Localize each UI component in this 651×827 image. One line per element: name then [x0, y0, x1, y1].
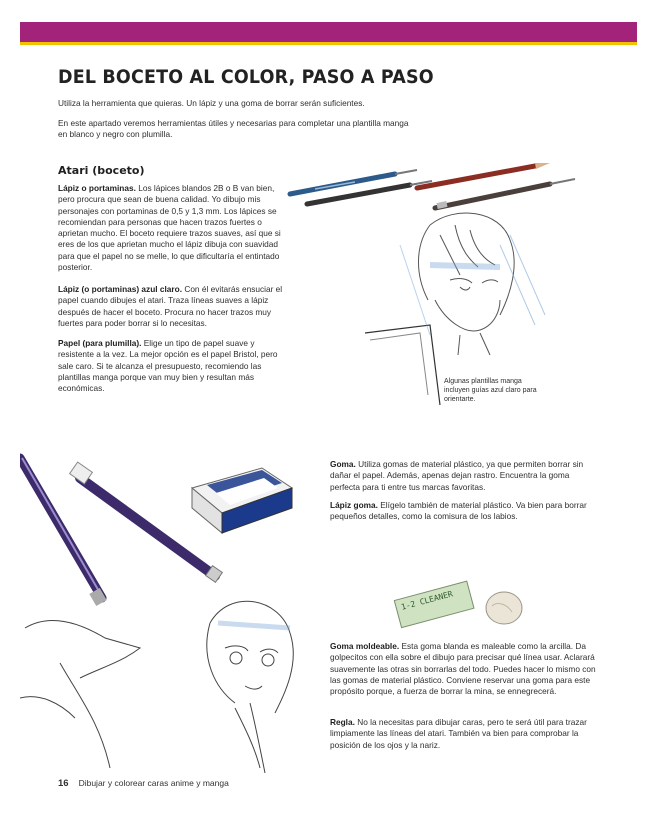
- text-goma-moldeable: Esta goma blanda es maleable como la arcilla. Da golpecitos con ella sobre el dibujo para precisar qué línea usar. Aclarará suavemente las otras sin borrarlas del todo. Puedes hacer lo mismo con las gomas de material plástico. Conviene reservar una goma para este propósito porque, a fuerza de borrar la mina, se ennegrecerá.: [330, 641, 596, 697]
- paragraph-regla: [330, 717, 598, 751]
- caption-plantillas: Algunas plantillas manga incluyen guías azul claro para orientarte.: [444, 378, 537, 403]
- book-title: Dibujar y colorear caras anime y manga: [78, 778, 229, 788]
- mechanical-pencil-blue-icon: [290, 170, 417, 194]
- text-papel: Elige un tipo de papel suave y resistente a la vez. La mejor opción es el papel Bristol, pero sale caro. Si te alcanza el presupuesto, recomiendo las plantillas manga porque van muy bien y resultan más económicas.: [58, 338, 278, 394]
- page-footer: [58, 778, 229, 789]
- header-accent-stripe: [20, 42, 637, 45]
- header-color-band: [20, 22, 637, 42]
- term-lapiz-azul: Lápiz (o portaminas) azul claro.: [58, 284, 183, 294]
- text-goma: Utiliza gomas de material plástico, ya que permiten borrar sin dañar el papel. Además, apenas dejan rastro. Encuentra la goma perfecta para ti entre tus marcas favoritas.: [330, 459, 584, 492]
- text-regla: No la necesitas para dibujar caras, pero te será útil para trazar limpiamente las líneas del atari. También va bien para comprobar la posición de los ojos y la nariz.: [330, 717, 587, 750]
- text-lapiz-goma: Elígelo también de material plástico. Va bien para borrar pequeños detalles, como la comisura de los labios.: [330, 500, 587, 522]
- page-title: DEL BOCETO AL COLOR, PASO A PASO: [58, 66, 434, 88]
- mechanical-pencil-large-icon: [20, 458, 107, 606]
- paragraph-lapiz-azul: [58, 284, 286, 329]
- term-lapiz-goma: Lápiz goma.: [330, 500, 378, 510]
- intro-paragraph-2: En este apartado veremos herramientas útiles y necesarias para completar una plantilla manga en blanco y negro con plumilla.: [58, 118, 409, 140]
- mechanical-pencil-black-icon: [307, 181, 432, 204]
- kneaded-eraser-illustration: [392, 576, 532, 636]
- text-lapiz: Los lápices blandos 2B o B van bien, pero procura que sean de buena calidad. Yo dibujo mis personajes con portaminas de 0,5 y 1,3 mm. Los lápices se recomiendan para personas que hacen trazos fuertes o aprietan mucho. El boceto requiere trazos suaves, así que si eres de los que aprietan mucho el lápiz dibuja con suavidad para que el papel no se melle, lo que dificultaría el entintado posterior.: [58, 183, 281, 273]
- page-number: 16: [58, 778, 69, 789]
- paragraph-lapiz-goma: [330, 500, 598, 523]
- section-heading-atari: Atari (boceto): [58, 164, 145, 177]
- term-goma: Goma.: [330, 459, 356, 469]
- eraser-brand-label: 1-2 CLEANER: [400, 589, 454, 612]
- plastic-eraser-illustration: [182, 463, 302, 543]
- paragraph-goma-moldeable: [330, 641, 598, 697]
- paragraph-lapiz: [58, 183, 286, 273]
- term-regla: Regla.: [330, 717, 355, 727]
- term-papel: Papel (para plumilla).: [58, 338, 142, 348]
- pencil-red-icon: [417, 163, 550, 188]
- term-goma-moldeable: Goma moldeable.: [330, 641, 400, 651]
- paragraph-papel: [58, 338, 286, 394]
- paragraph-goma: [330, 459, 598, 493]
- term-lapiz: Lápiz o portaminas.: [58, 183, 136, 193]
- intro-paragraph-1: Utiliza la herramienta que quieras. Un lápiz y una goma de borrar serán suficientes.: [58, 98, 365, 108]
- text-lapiz-azul: Con él evitarás ensuciar el papel cuando dibujes el atari. Traza líneas suaves a lápiz después de hacer el boceto. Procura no hacer trazos muy fuertes para poder borrar si lo necesitas.: [58, 284, 283, 328]
